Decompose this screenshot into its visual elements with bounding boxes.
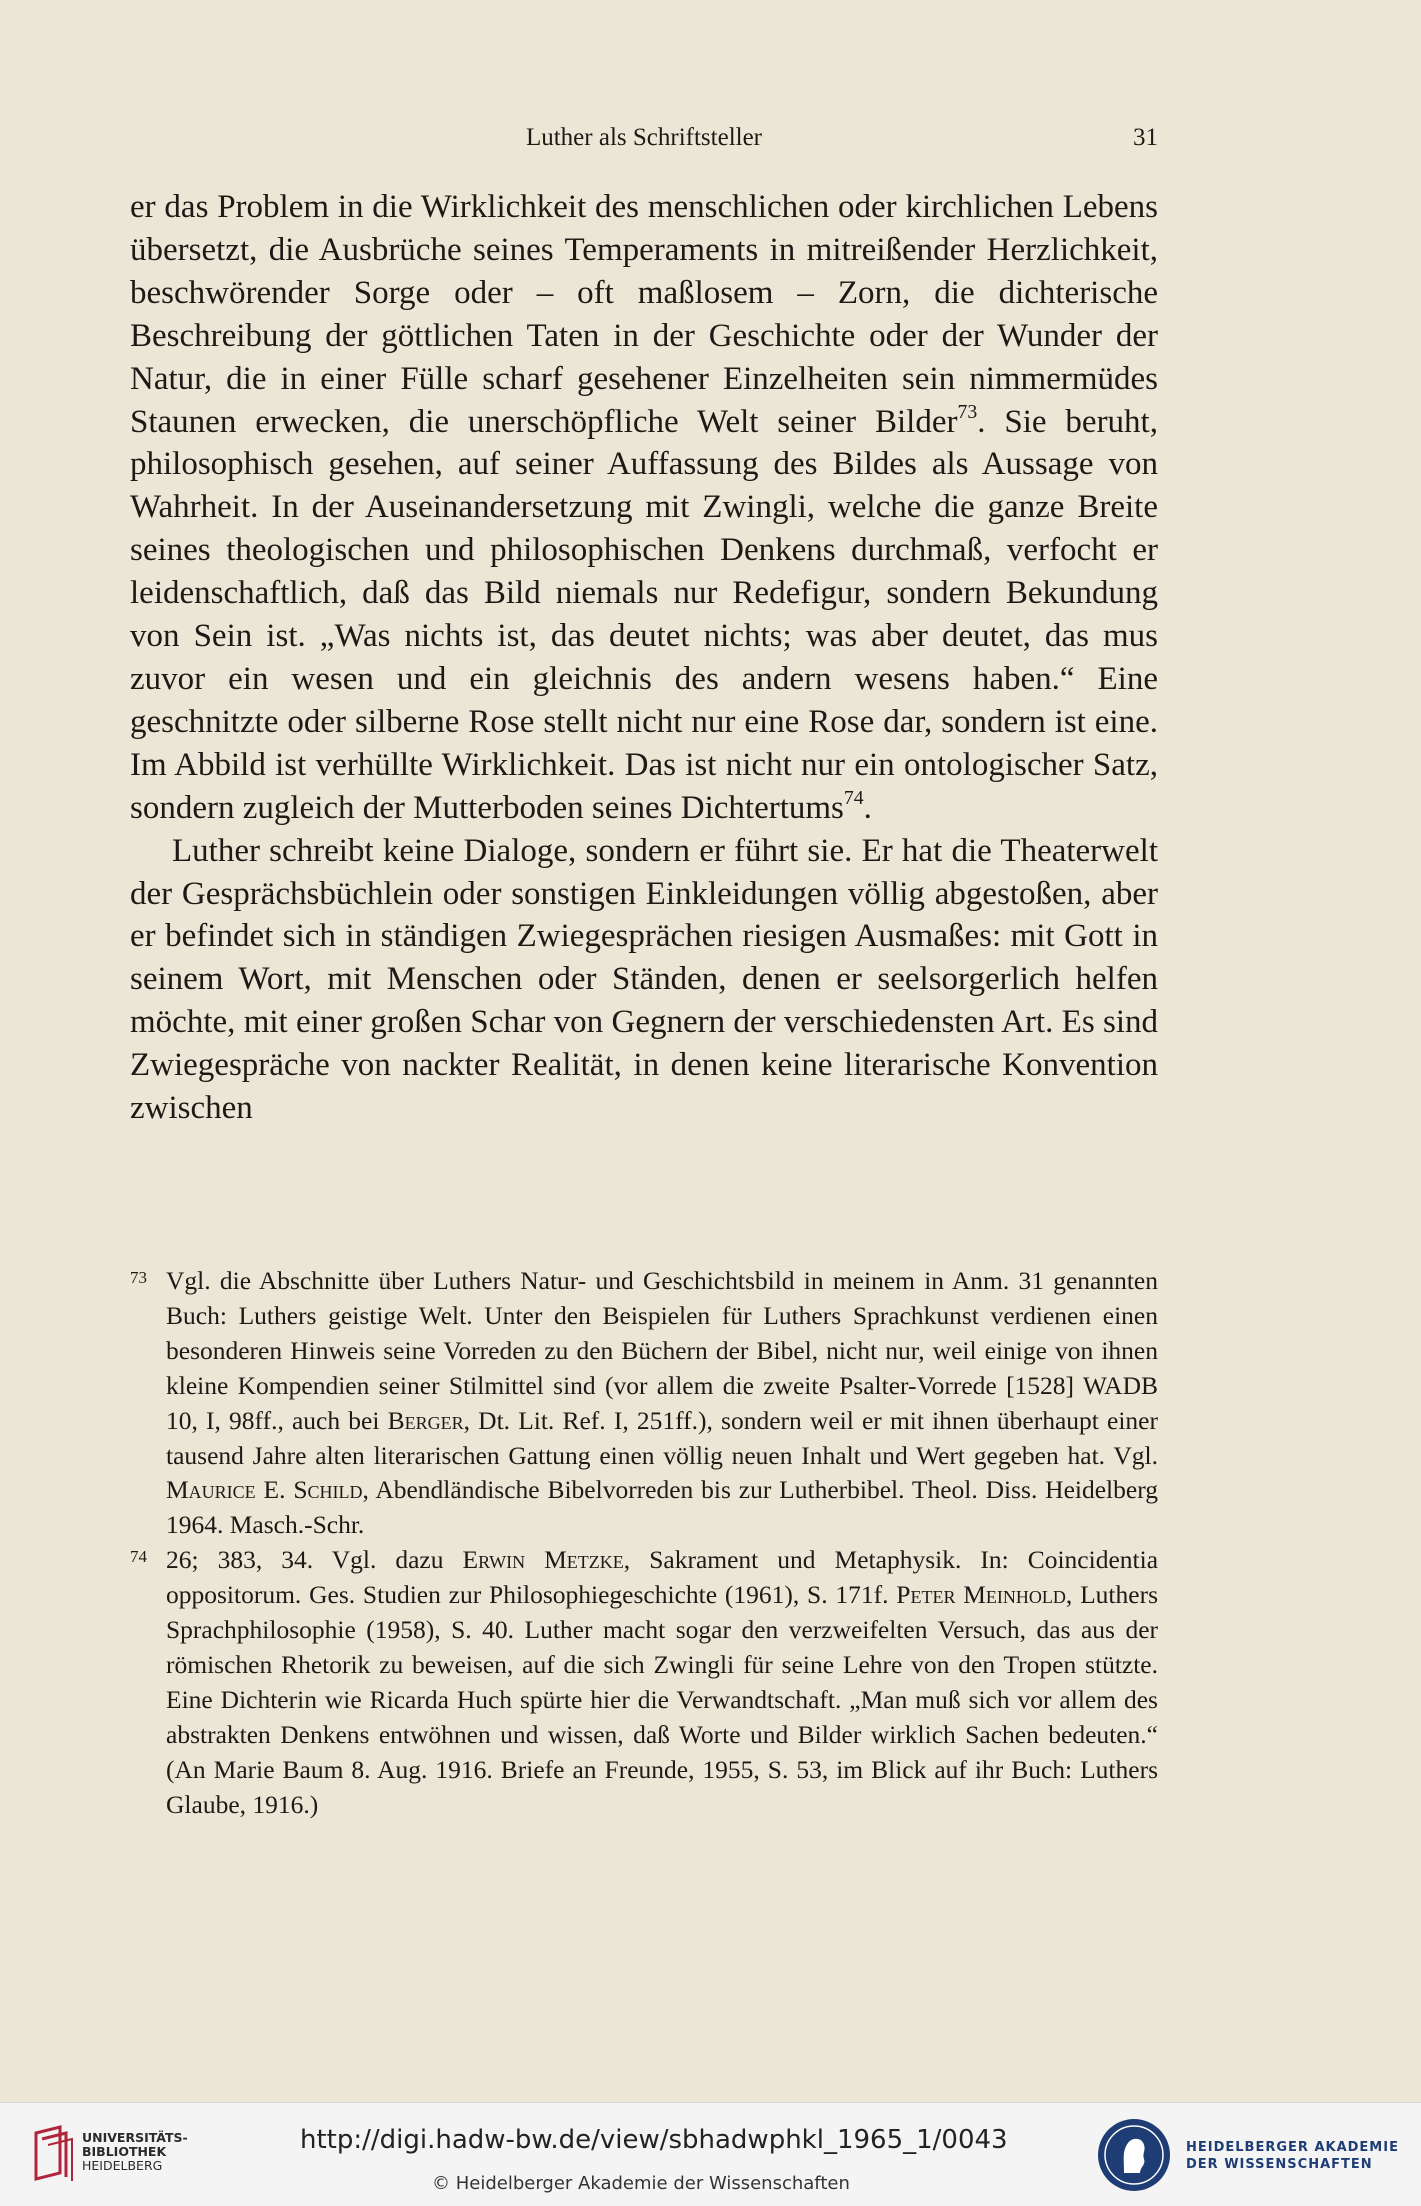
library-name-line-2: BIBLIOTHEK [82, 2144, 167, 2159]
footnote-73-text-a: Vgl. die Abschnitte über Luthers Natur- und Geschichtsbild in meinem in Anm. 31 genannten Buch: Luthers geistige Welt. Unter den Beispielen für Luthers Sprachkunst verdienen einen besonderen Hinweis seine Vorreden zu den Büchern der Bibel, nicht nur, weil einige von ihnen kleine Kompendien seiner Stilmittel sind (vor allem die zweite Psalter-Vorrede [1528] WADB 10, I, 98ff., auch bei [166, 1266, 1158, 1435]
academy-seal-icon [1094, 2115, 1174, 2195]
page-number: 31 [1133, 124, 1158, 151]
author-name-metzke: Erwin Metzke [462, 1545, 624, 1575]
copyright-notice: © Heidelberger Akademie der Wissenschaften [432, 2173, 850, 2194]
library-name [82, 2131, 188, 2173]
library-shield-icon [30, 2123, 76, 2185]
academy-name-line-1: HEIDELBERGER AKADEMIE [1186, 2140, 1399, 2155]
footnote-73-text-b: , Dt. Lit. Ref. I, 251ff.), sondern weil er mit ihnen überhaupt einer tausend Jahre alten literarischen Gattung einen völlig neuen Inhalt und Wert gegeben hat. Vgl. [166, 1405, 1158, 1470]
academy-name [1186, 2139, 1399, 2173]
library-name-line-1: UNIVERSITÄTS- [82, 2130, 188, 2145]
footer-bar [0, 2102, 1421, 2206]
author-name-berger: Berger [387, 1405, 464, 1435]
footnote-74-text-a: 26; 383, 34. Vgl. dazu [166, 1545, 463, 1575]
running-head-title: Luther als Schriftsteller [525, 124, 763, 151]
author-name-schild: Maurice E. Schild [166, 1475, 363, 1505]
main-text [130, 186, 1158, 1130]
footnote-ref-74[interactable]: 74 [843, 786, 864, 809]
academy-logo[interactable] [1094, 2115, 1404, 2195]
paragraph-1-text-a: er das Problem in die Wirklichkeit des menschlichen oder kirchlichen Lebens übersetzt, die Ausbrüche seines Temperaments in mitreißender Herzlichkeit, beschwörender Sorge oder – oft maßlosem – Zorn, die dichterische Beschreibung der göttlichen Taten in der Geschichte oder der Wunder der Natur, die in einer Fülle scharf gesehener Einzelheiten sein nimmermüdes Staunen erwecken, die unerschöpfliche Welt seiner Bilder [130, 189, 1158, 440]
library-logo[interactable] [30, 2123, 210, 2183]
footnote-74-text-c: , Luthers Sprachphilosophie (1958), S. 40. Luther macht sogar den verzweifelten Versuch, das aus der römischen Rhetorik zu beweisen, auf die sich Zwingli für seine Lehre von den Tropen stützte. Eine Dichterin wie Ricarda Huch spürte hier die Verwandtschaft. „Man muß sich vor allem des abstrakten Denkens entwöhnen und wissen, daß Worte und Bilder wirklich Sachen bedeuten.“ (An Marie Baum 8. Aug. 1916. Briefe an Freunde, 1955, S. 53, im Blick auf ihr Buch: Luthers Glaube, 1916.) [166, 1580, 1158, 1819]
footnote-74 [130, 1543, 1158, 1822]
paragraph-1-text-b: . Sie beruht, philosophisch gesehen, auf seiner Auffassung des Bildes als Aussage von Wahrheit. In der Auseinandersetzung mit Zwingli, welche die ganze Breite seines theologischen und philosophischen Denkens durchmaß, verfocht er leidenschaftlich, daß das Bild niemals nur Redefigur, sondern Bekundung von Sein ist. „Was nichts ist, das deutet nichts; was aber deutet, das mus zuvor ein wesen und ein gleichnis des andern wesens haben.“ Eine geschnitzte oder silberne Rose stellt nicht nur eine Rose dar, sondern ist eine. Im Abbild ist verhüllte Wirklichkeit. Das ist nicht nur ein ontologischer Satz, sondern zugleich der Mutterboden seines Dichtertums [130, 403, 1158, 826]
author-name-meinhold: Peter Meinhold [896, 1580, 1066, 1610]
paragraph-2: Luther schreibt keine Dialoge, sondern er führt sie. Er hat die Theaterwelt der Gesprächsbüchlein oder sonstigen Einkleidungen völlig abgestoßen, aber er befindet sich in ständigen Zwiegesprächen riesigen Ausmaßes: mit Gott in seinem Wort, mit Menschen oder Ständen, denen er seelsorgerlich helfen möchte, mit einer großen Schar von Gegnern der verschiedensten Art. Es sind Zwiegespräche von nackter Realität, in denen keine literarische Konvention zwischen [130, 832, 1158, 1127]
library-name-line-3: HEIDELBERG [82, 2158, 163, 2173]
permalink-url[interactable]: http://digi.hadw-bw.de/view/sbhadwphkl_1965_1/0043 [300, 2125, 1008, 2155]
paragraph-1-text-c: . [863, 789, 872, 826]
footnote-mark-73: 73 [130, 1268, 147, 1287]
paragraph-1 [130, 186, 1158, 830]
footnotes [130, 1264, 1158, 1823]
footnote-ref-73[interactable]: 73 [957, 400, 978, 423]
academy-name-line-2: DER WISSENSCHAFTEN [1186, 2157, 1373, 2172]
footnote-73-text-c: , Abendländische Bibelvorreden bis zur Lutherbibel. Theol. Diss. Heidelberg 1964. Masch.-Schr. [166, 1475, 1158, 1540]
footnote-73 [130, 1264, 1158, 1543]
running-head [130, 124, 1158, 158]
footnote-74-text-b: , Sakrament und Metaphysik. In: Coincidentia oppositorum. Ges. Studien zur Philosophiegeschichte (1961), S. 171f. [166, 1545, 1159, 1610]
footnote-mark-74: 74 [130, 1547, 147, 1567]
